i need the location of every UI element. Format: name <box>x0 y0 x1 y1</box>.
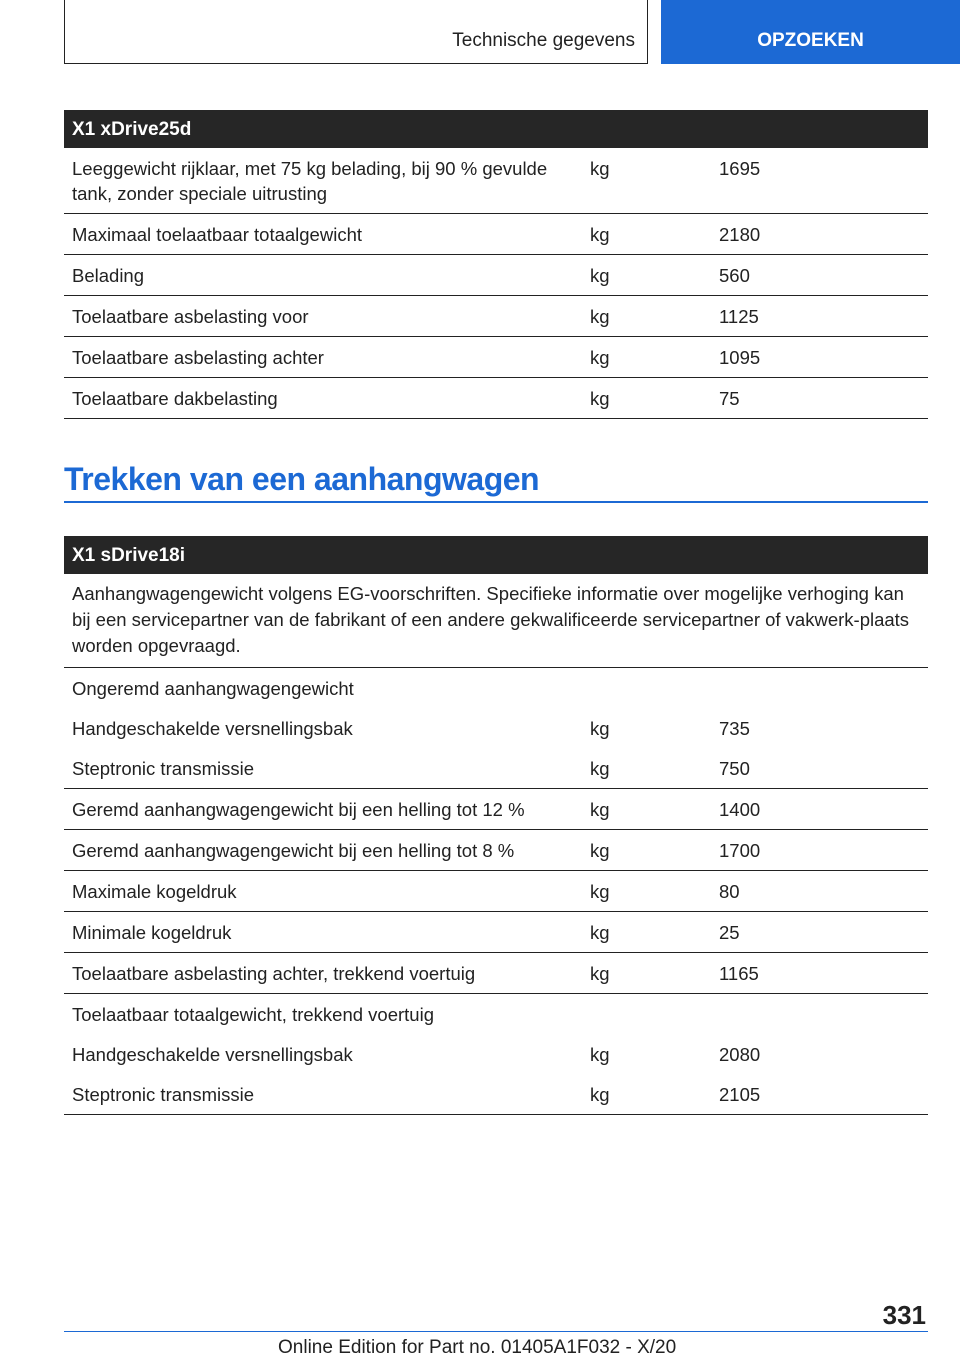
row-value: 750 <box>719 758 750 779</box>
table-row <box>64 789 928 830</box>
table-row <box>64 148 928 214</box>
spec-table-xdrive25d <box>64 110 928 419</box>
table-row <box>64 214 928 255</box>
table-row <box>64 378 928 419</box>
table-row <box>64 871 928 912</box>
table-title: X1 sDrive18i <box>64 536 928 574</box>
table-row <box>64 255 928 296</box>
row-unit: kg <box>590 963 610 984</box>
row-label: Maximale kogeldruk <box>72 881 237 902</box>
row-unit: kg <box>590 347 610 368</box>
row-label: Toelaatbare asbelasting achter, trekkend voertuig <box>72 963 476 984</box>
page-number: 331 <box>882 1300 926 1330</box>
table-row <box>64 912 928 953</box>
table-body <box>64 148 928 419</box>
row-value: 25 <box>719 922 740 943</box>
table-row <box>64 337 928 378</box>
section-heading: Trekken van een aanhangwagen <box>64 456 928 503</box>
row-unit: kg <box>590 1044 610 1065</box>
row-unit: kg <box>590 840 610 861</box>
row-label: Handgeschakelde versnellingsbak <box>72 718 353 739</box>
row-label: Leeggewicht rijklaar, met 75 kg belading, bij 90 % gevulde tank, zonder speciale uitrusting <box>72 158 548 204</box>
row-value: 1695 <box>719 158 761 179</box>
row-value: 2105 <box>719 1084 761 1105</box>
row-unit: kg <box>590 388 610 409</box>
row-value: 1165 <box>719 963 759 984</box>
row-unit: kg <box>590 718 610 739</box>
table-row <box>64 708 928 748</box>
row-label: Geremd aanhangwagengewicht bij een helling tot 12 % <box>72 799 525 820</box>
table-row <box>64 668 928 708</box>
row-unit: kg <box>590 265 610 286</box>
row-unit: kg <box>590 306 610 327</box>
table-note: Aanhangwagengewicht volgens EG-voorschriften. Specifieke informatie over mogelijke verhoging kan bij een servicepartner van de fabrikant of een andere gekwalificeerde servicepartner of vakwerk-plaats worden opgevraagd. <box>64 574 928 668</box>
row-label: Steptronic transmissie <box>72 758 254 779</box>
row-value <box>711 668 928 708</box>
row-label: Steptronic transmissie <box>72 1084 254 1105</box>
row-value: 560 <box>719 265 750 286</box>
row-value: 2080 <box>719 1044 761 1065</box>
table-row <box>64 953 928 994</box>
row-unit: kg <box>590 1084 610 1105</box>
row-value: 1400 <box>719 799 761 820</box>
row-unit <box>582 668 711 708</box>
row-label: Minimale kogeldruk <box>72 922 232 943</box>
spec-table-sdrive18i <box>64 536 928 1115</box>
row-label: Handgeschakelde versnellingsbak <box>72 1044 353 1065</box>
row-value: 2180 <box>719 224 761 245</box>
row-unit: kg <box>590 881 610 902</box>
row-unit <box>582 994 711 1034</box>
search-nav-button[interactable]: OPZOEKEN <box>661 0 960 64</box>
row-label: Ongeremd aanhangwagengewicht <box>72 678 354 699</box>
table-row <box>64 830 928 871</box>
row-label: Toelaatbare asbelasting voor <box>72 306 309 327</box>
section-title: Technische gegevens <box>452 30 635 51</box>
footer-divider <box>64 1331 928 1332</box>
row-value <box>711 994 928 1034</box>
table-row <box>64 1034 928 1074</box>
row-value: 1700 <box>719 840 761 861</box>
row-unit: kg <box>590 158 610 179</box>
table-row <box>64 994 928 1034</box>
row-label: Geremd aanhangwagengewicht bij een helling tot 8 % <box>72 840 515 861</box>
table-row <box>64 296 928 337</box>
row-label: Maximaal toelaatbaar totaalgewicht <box>72 224 362 245</box>
row-value: 1095 <box>719 347 761 368</box>
header-section-box <box>64 0 648 64</box>
table-body <box>64 668 928 1115</box>
row-label: Toelaatbare asbelasting achter <box>72 347 324 368</box>
row-label: Toelaatbare dakbelasting <box>72 388 278 409</box>
row-unit: kg <box>590 922 610 943</box>
table-row <box>64 1074 928 1115</box>
row-unit: kg <box>590 224 610 245</box>
table-row <box>64 748 928 789</box>
row-unit: kg <box>590 758 610 779</box>
row-label: Toelaatbaar totaalgewicht, trekkend voertuig <box>72 1004 434 1025</box>
row-unit: kg <box>590 799 610 820</box>
footer-edition: Online Edition for Part no. 01405A1F032 - X/20 <box>278 1337 677 1358</box>
table-title: X1 xDrive25d <box>64 110 928 148</box>
row-label: Belading <box>72 265 145 286</box>
row-value: 75 <box>719 388 740 409</box>
row-value: 1125 <box>719 306 759 327</box>
row-value: 735 <box>719 718 750 739</box>
row-value: 80 <box>719 881 740 902</box>
